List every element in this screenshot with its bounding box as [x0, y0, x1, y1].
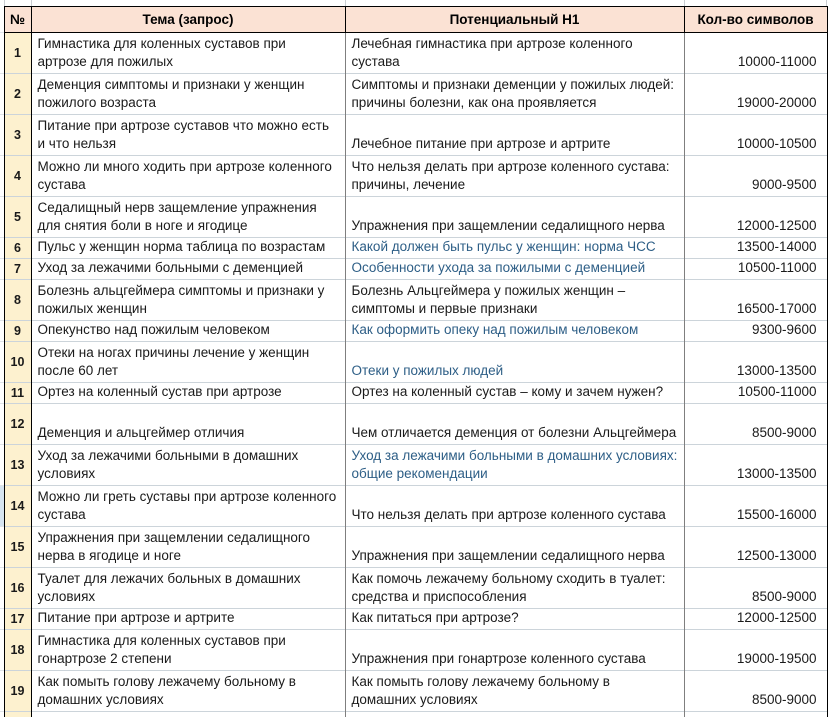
potential-h1-cell[interactable]: Как помочь лежачему больному сходить в туалет: средства и приспособления: [345, 568, 684, 609]
potential-h1-cell[interactable]: Упражнения при защемлении седалищного нерва: [345, 197, 684, 238]
table-row: [0, 156, 827, 197]
potential-h1-cell[interactable]: [345, 712, 684, 717]
potential-h1-cell[interactable]: Болезнь Альцгеймера у пожилых женщин – симптомы и первые признаки: [345, 280, 684, 321]
row-number-cell[interactable]: 9: [4, 321, 31, 342]
potential-h1-cell[interactable]: Симптомы и признаки деменции у пожилых людей: причины болезни, как она проявляется: [345, 74, 684, 115]
partial-row: [0, 712, 827, 717]
topic-cell[interactable]: Болезнь альцгеймера симптомы и признаки у пожилых женщин: [31, 280, 345, 321]
potential-h1-cell[interactable]: Отеки у пожилых людей: [345, 342, 684, 383]
char-count-cell[interactable]: 13500-14000: [684, 238, 827, 259]
topic-cell[interactable]: Можно ли греть суставы при артрозе коленного сустава: [31, 486, 345, 527]
char-count-cell[interactable]: 10500-11000: [684, 383, 827, 404]
table-row: [0, 527, 827, 568]
header-cell-topic[interactable]: Тема (запрос): [31, 7, 345, 33]
table-row: [0, 671, 827, 712]
char-count-cell[interactable]: 19000-20000: [684, 74, 827, 115]
char-count-cell[interactable]: 10000-11000: [684, 33, 827, 74]
table-row: [0, 383, 827, 404]
row-number-cell[interactable]: 18: [4, 630, 31, 671]
char-count-cell[interactable]: 19000-19500: [684, 630, 827, 671]
char-count-cell[interactable]: [684, 712, 827, 717]
header-cell-chars[interactable]: Кол-во символов: [684, 7, 827, 33]
table-row: [0, 238, 827, 259]
char-count-cell[interactable]: 13000-13500: [684, 342, 827, 383]
table-row: [0, 115, 827, 156]
topic-cell[interactable]: Отеки на ногах причины лечение у женщин после 60 лет: [31, 342, 345, 383]
potential-h1-cell[interactable]: Особенности ухода за пожилыми с деменцией: [345, 259, 684, 280]
char-count-cell[interactable]: 15500-16000: [684, 486, 827, 527]
potential-h1-cell[interactable]: Как питаться при артрозе?: [345, 609, 684, 630]
row-number-cell[interactable]: 12: [4, 404, 31, 445]
header-cell-h1[interactable]: Потенциальный Н1: [345, 7, 684, 33]
header-row: [0, 7, 827, 33]
char-count-cell[interactable]: 12000-12500: [684, 197, 827, 238]
topic-cell[interactable]: Ортез на коленный сустав при артрозе: [31, 383, 345, 404]
row-number-cell[interactable]: 3: [4, 115, 31, 156]
table-row: [0, 404, 827, 445]
row-number-cell[interactable]: 13: [4, 445, 31, 486]
topic-cell[interactable]: Деменция и альцгеймер отличия: [31, 404, 345, 445]
table-row: [0, 630, 827, 671]
row-number-cell[interactable]: 16: [4, 568, 31, 609]
row-number-cell[interactable]: 19: [4, 671, 31, 712]
topic-cell[interactable]: Как помыть голову лежачему больному в домашних условиях: [31, 671, 345, 712]
table-row: [0, 259, 827, 280]
char-count-cell[interactable]: 8500-9000: [684, 671, 827, 712]
row-number-cell[interactable]: 17: [4, 609, 31, 630]
row-number-cell[interactable]: 2: [4, 74, 31, 115]
potential-h1-cell[interactable]: Что нельзя делать при артрозе коленного сустава: [345, 486, 684, 527]
potential-h1-cell[interactable]: Упражнения при гонартрозе коленного сустава: [345, 630, 684, 671]
potential-h1-cell[interactable]: Что нельзя делать при артрозе коленного сустава: причины, лечение: [345, 156, 684, 197]
potential-h1-cell[interactable]: Какой должен быть пульс у женщин: норма ЧСС: [345, 238, 684, 259]
topic-cell[interactable]: [31, 712, 345, 717]
row-number-cell[interactable]: 8: [4, 280, 31, 321]
content-table: [0, 6, 828, 717]
table-row: [0, 445, 827, 486]
char-count-cell[interactable]: 16500-17000: [684, 280, 827, 321]
topic-cell[interactable]: Питание при артрозе суставов что можно есть и что нельзя: [31, 115, 345, 156]
header-cell-number[interactable]: №: [4, 7, 31, 33]
potential-h1-cell[interactable]: Уход за лежачими больными в домашних условиях: общие рекомендации: [345, 445, 684, 486]
topic-cell[interactable]: Гимнастика для коленных суставов при артрозе для пожилых: [31, 33, 345, 74]
table-row: [0, 609, 827, 630]
char-count-cell[interactable]: 13000-13500: [684, 445, 827, 486]
row-number-cell[interactable]: 10: [4, 342, 31, 383]
char-count-cell[interactable]: 8500-9000: [684, 404, 827, 445]
potential-h1-cell[interactable]: Ортез на коленный сустав – кому и зачем нужен?: [345, 383, 684, 404]
char-count-cell[interactable]: 8500-9000: [684, 568, 827, 609]
table-header: [0, 7, 827, 33]
potential-h1-cell[interactable]: Чем отличается деменция от болезни Альцгеймера: [345, 404, 684, 445]
table-row: [0, 321, 827, 342]
row-number-cell[interactable]: 1: [4, 33, 31, 74]
row-number-cell[interactable]: 14: [4, 486, 31, 527]
table-row: [0, 74, 827, 115]
potential-h1-cell[interactable]: Как помыть голову лежачему больному в домашних условиях: [345, 671, 684, 712]
char-count-cell[interactable]: 10000-10500: [684, 115, 827, 156]
topic-cell[interactable]: Пульс у женщин норма таблица по возрастам: [31, 238, 345, 259]
row-number-cell[interactable]: [4, 712, 31, 717]
topic-cell[interactable]: Уход за лежачими больными в домашних условиях: [31, 445, 345, 486]
row-number-cell[interactable]: 4: [4, 156, 31, 197]
table-row: [0, 342, 827, 383]
topic-cell[interactable]: Уход за лежачими больными с деменцией: [31, 259, 345, 280]
table-row: [0, 197, 827, 238]
potential-h1-cell[interactable]: Лечебное питание при артрозе и артрите: [345, 115, 684, 156]
table-row: [0, 280, 827, 321]
char-count-cell[interactable]: 12000-12500: [684, 609, 827, 630]
topic-cell[interactable]: Можно ли много ходить при артрозе коленного сустава: [31, 156, 345, 197]
row-number-cell[interactable]: 5: [4, 197, 31, 238]
potential-h1-cell[interactable]: Лечебная гимнастика при артрозе коленного сустава: [345, 33, 684, 74]
table-row: [0, 568, 827, 609]
topic-cell[interactable]: Упражнения при защемлении седалищного нерва в ягодице и ноге: [31, 527, 345, 568]
topic-cell[interactable]: Туалет для лежачих больных в домашних условиях: [31, 568, 345, 609]
char-count-cell[interactable]: 10500-11000: [684, 259, 827, 280]
row-number-cell[interactable]: 6: [4, 238, 31, 259]
topic-cell[interactable]: Опекунство над пожилым человеком: [31, 321, 345, 342]
row-number-cell[interactable]: 7: [4, 259, 31, 280]
row-number-cell[interactable]: 15: [4, 527, 31, 568]
topic-cell[interactable]: Питание при артрозе и артрите: [31, 609, 345, 630]
char-count-cell[interactable]: 9000-9500: [684, 156, 827, 197]
topic-cell[interactable]: Седалищный нерв защемление упражнения для снятия боли в ноге и ягодице: [31, 197, 345, 238]
topic-cell[interactable]: Деменция симптомы и признаки у женщин пожилого возраста: [31, 74, 345, 115]
table-row: [0, 486, 827, 527]
char-count-cell[interactable]: 9300-9600: [684, 321, 827, 342]
char-count-cell[interactable]: 12500-13000: [684, 527, 827, 568]
table-body: [0, 33, 827, 717]
potential-h1-cell[interactable]: Упражнения при защемлении седалищного нерва: [345, 527, 684, 568]
table-row: [0, 33, 827, 74]
potential-h1-cell[interactable]: Как оформить опеку над пожилым человеком: [345, 321, 684, 342]
row-number-cell[interactable]: 11: [4, 383, 31, 404]
topic-cell[interactable]: Гимнастика для коленных суставов при гонартрозе 2 степени: [31, 630, 345, 671]
